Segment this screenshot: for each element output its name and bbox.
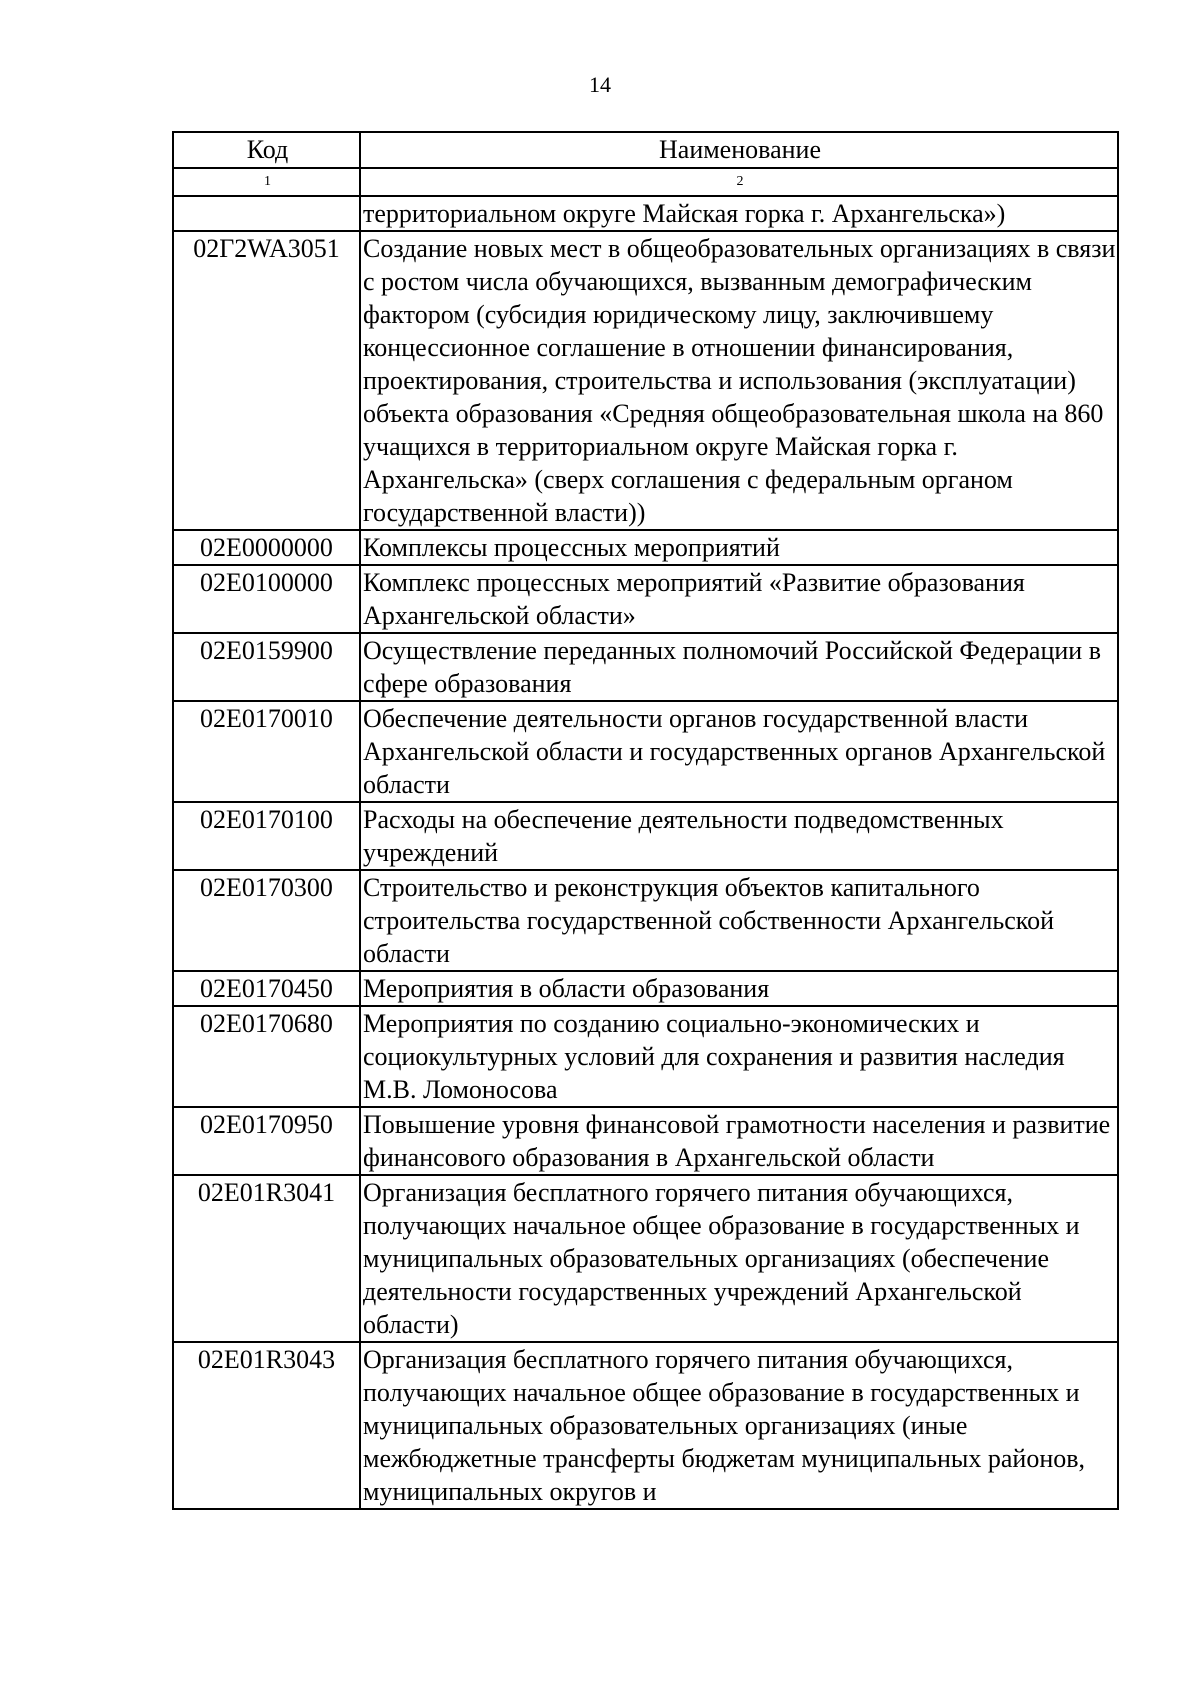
row-code: 02Е0100000 bbox=[173, 565, 360, 633]
table-row bbox=[173, 231, 1118, 530]
table-row bbox=[173, 1342, 1118, 1509]
row-code: 02Е0170680 bbox=[173, 1006, 360, 1107]
column-index-code: 1 bbox=[173, 168, 360, 196]
table-row bbox=[173, 1006, 1118, 1107]
row-name: Организация бесплатного горячего питания обучающихся, получающих начальное общее образование в государственных и муниципальных образовательных организациях (иные межбюджетные трансферты бюджетам муниципальных районов, муниципальных округов и bbox=[360, 1342, 1118, 1509]
row-name: Строительство и реконструкция объектов капитального строительства государственной собственности Архангельской области bbox=[360, 870, 1118, 971]
table-row bbox=[173, 565, 1118, 633]
row-name: Мероприятия по созданию социально-экономических и социокультурных условий для сохранения и развития наследия М.В. Ломоносова bbox=[360, 1006, 1118, 1107]
row-name: Обеспечение деятельности органов государственной власти Архангельской области и государственных органов Архангельской области bbox=[360, 701, 1118, 802]
table-row bbox=[173, 196, 1118, 231]
row-name: Комплексы процессных мероприятий bbox=[360, 530, 1118, 565]
row-code: 02Е0170010 bbox=[173, 701, 360, 802]
table-header-row bbox=[173, 132, 1118, 168]
budget-code-table bbox=[172, 131, 1119, 1510]
table-row bbox=[173, 530, 1118, 565]
page-number: 14 bbox=[589, 72, 611, 97]
row-code: 02Е0170100 bbox=[173, 802, 360, 870]
row-code: 02Е0170300 bbox=[173, 870, 360, 971]
row-name: Организация бесплатного горячего питания обучающихся, получающих начальное общее образование в государственных и муниципальных образовательных организациях (обеспечение деятельности государственных учреждений Архангельской области) bbox=[360, 1175, 1118, 1342]
row-code bbox=[173, 196, 360, 231]
row-name: Осуществление переданных полномочий Российской Федерации в сфере образования bbox=[360, 633, 1118, 701]
row-name: Расходы на обеспечение деятельности подведомственных учреждений bbox=[360, 802, 1118, 870]
row-code: 02Е0159900 bbox=[173, 633, 360, 701]
header-name: Наименование bbox=[360, 132, 1118, 168]
row-name: Комплекс процессных мероприятий «Развитие образования Архангельской области» bbox=[360, 565, 1118, 633]
column-index-row bbox=[173, 168, 1118, 196]
table-row bbox=[173, 971, 1118, 1006]
header-code: Код bbox=[173, 132, 360, 168]
table-row bbox=[173, 1107, 1118, 1175]
row-name: Создание новых мест в общеобразовательных организациях в связи с ростом числа обучающихся, вызванным демографическим фактором (субсидия юридическому лицу, заключившему концессионное соглашение в отношении финансирования, проектирования, строительства и использования (эксплуатации) объекта образования «Средняя общеобразовательная школа на 860 учащихся в территориальном округе Майская горка г. Архангельска» (сверх соглашения с федеральным органом государственной власти)) bbox=[360, 231, 1118, 530]
table-row bbox=[173, 802, 1118, 870]
row-name: Мероприятия в области образования bbox=[360, 971, 1118, 1006]
row-code: 02Е0170450 bbox=[173, 971, 360, 1006]
table-row bbox=[173, 633, 1118, 701]
row-code: 02Г2WA3051 bbox=[173, 231, 360, 530]
row-code: 02Е01R3041 bbox=[173, 1175, 360, 1342]
table-row bbox=[173, 1175, 1118, 1342]
row-name: территориальном округе Майская горка г. Архангельска») bbox=[360, 196, 1118, 231]
table-row bbox=[173, 870, 1118, 971]
row-code: 02Е01R3043 bbox=[173, 1342, 360, 1509]
row-code: 02Е0000000 bbox=[173, 530, 360, 565]
column-index-name: 2 bbox=[360, 168, 1118, 196]
row-name: Повышение уровня финансовой грамотности населения и развитие финансового образования в Архангельской области bbox=[360, 1107, 1118, 1175]
table-row bbox=[173, 701, 1118, 802]
row-code: 02Е0170950 bbox=[173, 1107, 360, 1175]
